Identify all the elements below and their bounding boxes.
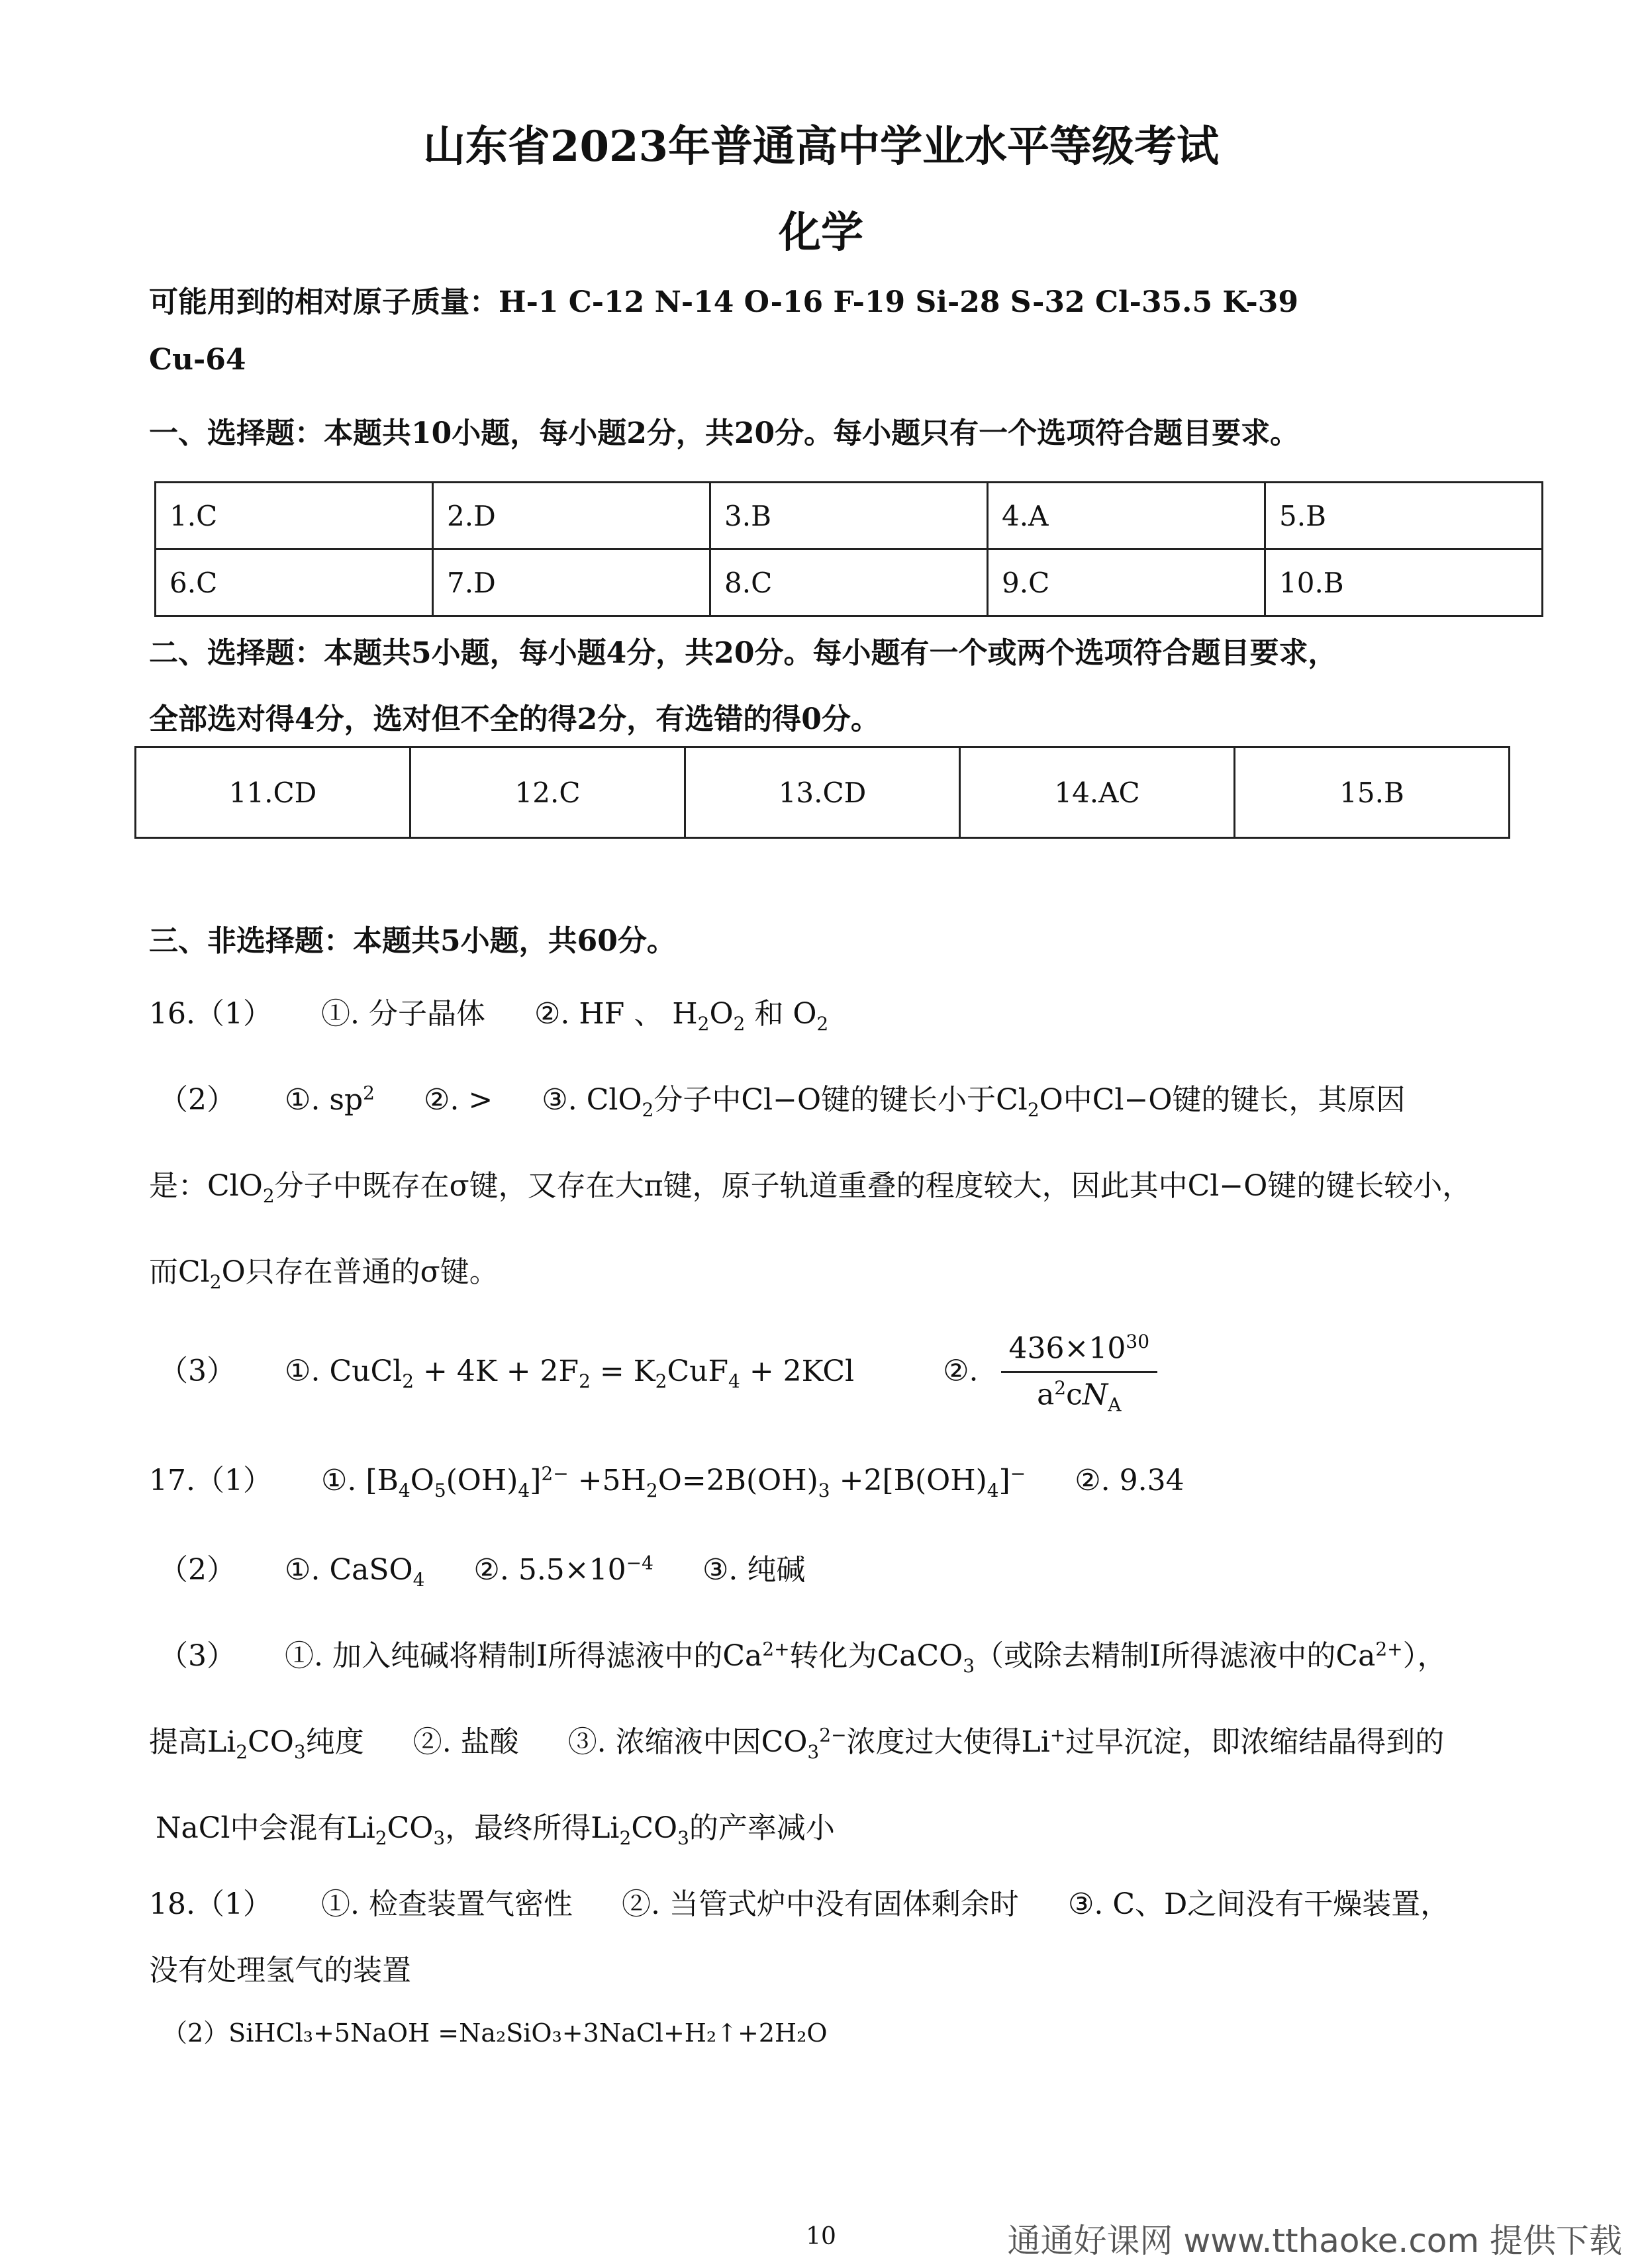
q17-part3-line2: [149, 1718, 1444, 1763]
answer-text: 分子中: [653, 1083, 742, 1117]
formula: $5.5\times 10^{-4}$: [518, 1552, 653, 1587]
q18-part1-line1: [149, 1880, 1449, 1922]
equation: CuCl$_2$ + $4K + 2F_2 = K_2CuF_4 + 2KCl$: [329, 1354, 855, 1392]
answer-text: ②.: [943, 1354, 979, 1388]
answer-cell: 5.B: [1265, 483, 1543, 549]
q16-part3: [159, 1331, 1157, 1415]
formula: $Li_2CO_3$: [207, 1725, 306, 1763]
question-label: 16.（1）: [149, 997, 272, 1031]
section2-answer-table: [134, 746, 1510, 839]
answer-text: 中: [1063, 1083, 1092, 1117]
answer-text: ），: [1402, 1639, 1447, 1673]
fraction-denominator: $a^2cN_A$: [1037, 1376, 1122, 1416]
answer-text: 浓度过大使得: [846, 1725, 1022, 1759]
answer-text: 转化为: [789, 1639, 877, 1673]
section3-heading: 三、非选择题：本题共5小题，共60分。: [149, 924, 676, 958]
answer-text: ①. 分子晶体: [320, 997, 485, 1031]
answer-text: 过早沉淀，即浓缩结晶得到的: [1065, 1725, 1445, 1759]
section2-heading-line1: 二、选择题：本题共5小题，每小题4分，共20分。每小题有一个或两个选项符合题目要求，: [149, 636, 1337, 670]
question-label: （3）: [159, 1354, 236, 1388]
table-row: [156, 549, 1543, 616]
question-label: （2）: [159, 1553, 236, 1587]
formula: ClO$_2$: [207, 1169, 275, 1207]
q18-part1-line2: 没有处理氢气的装置: [149, 1954, 411, 1987]
answer-text: 是：: [149, 1169, 207, 1203]
answer-cell: 15.B: [1235, 747, 1510, 838]
answer-text: ③. 纯碱: [702, 1553, 806, 1587]
formula: $CO_3^{2-}$: [761, 1724, 847, 1763]
answer-text: 键的键长，其原因: [1172, 1083, 1406, 1117]
answer-text: 只存在普通的σ键。: [245, 1255, 499, 1289]
formula: Cl−O: [1092, 1083, 1173, 1117]
answer-text: 键的键长小于: [821, 1083, 996, 1117]
section1-answer-table: [154, 481, 1543, 617]
answer-text: 提高: [149, 1725, 207, 1759]
subject-title: 化学: [779, 208, 863, 258]
answer-text: ③. C、D之间没有干燥装置，: [1067, 1887, 1450, 1921]
question-label: （3）: [159, 1639, 236, 1673]
answer-text: ①. 加入纯碱将精制Ⅰ所得滤液中的: [285, 1639, 723, 1673]
q17-part3-line1: [159, 1632, 1447, 1677]
answer-text: ①. 检查装置气密性: [320, 1887, 573, 1921]
answer-text: ①.: [320, 1464, 357, 1497]
answer-cell: 14.AC: [960, 747, 1235, 838]
answer-text: ③. 浓缩液中因: [567, 1725, 761, 1759]
formula: $Ca^{2+}$: [722, 1638, 790, 1673]
q16-part1: [149, 990, 828, 1035]
answer-text: ①. sp: [285, 1083, 363, 1117]
answer-text: ②. 9.34: [1075, 1464, 1184, 1497]
answer-cell: 1.C: [156, 483, 433, 549]
table-row: [136, 747, 1510, 838]
answer-cell: 4.A: [988, 483, 1265, 549]
formula: Li+: [1021, 1724, 1066, 1759]
atomic-masses-line1: 可能用到的相对原子质量：H-1 C-12 N-14 O-16 F-19 Si-28 S-32 Cl-35.5 K-39: [149, 285, 1298, 319]
question-label: 17.（1）: [149, 1464, 272, 1497]
q16-part2-line2: [149, 1162, 1471, 1207]
answer-text: 分子中既存在σ键，又存在大π键，原子轨道重叠的程度较大，因此其中: [274, 1169, 1188, 1203]
formula: CaSO$_4$: [329, 1553, 425, 1591]
q17-part2: [159, 1546, 805, 1591]
answer-text: 纯度: [305, 1725, 364, 1759]
table-row: [156, 483, 1543, 549]
answer-text: 而: [149, 1255, 178, 1289]
answer-text: ①.: [285, 1553, 320, 1587]
density-fraction: [1001, 1331, 1157, 1415]
atomic-masses-line2: Cu-64: [149, 343, 246, 377]
answer-text: （或除去精制Ⅰ所得滤液中的: [975, 1639, 1336, 1673]
formula: CaCO$_3$: [877, 1639, 975, 1677]
answer-cell: 2.D: [433, 483, 710, 549]
formula: $Cl_2O$: [178, 1255, 246, 1293]
exam-title: 山东省2023年普通高中学业水平等级考试: [422, 122, 1220, 171]
answer-cell: 8.C: [710, 549, 988, 616]
answer-text: ①.: [285, 1354, 320, 1388]
answer-cell: 13.CD: [685, 747, 960, 838]
answer-text: ③.: [542, 1083, 577, 1117]
answer-text: ②. 当管式炉中没有固体剩余时: [621, 1887, 1019, 1921]
formula: $Ca^{2+}$: [1335, 1638, 1403, 1673]
fraction-numerator: $436\times 10^{30}$: [1001, 1331, 1157, 1373]
formula: Cl−O: [741, 1083, 822, 1117]
formula: $H_2O_2$ 和 $O_2$: [672, 997, 829, 1035]
q18-part2: （2）SiHCl₃+5NaOH =Na₂SiO₃+3NaCl+H₂↑+2H₂O: [162, 2018, 828, 2048]
answer-text: ②. >: [424, 1083, 493, 1117]
formula: ClO$_2$: [586, 1083, 654, 1121]
q17-part3-line3: [156, 1804, 835, 1849]
section2-heading-line2: 全部选对得4分，选对但不全的得2分，有选错的得0分。: [149, 702, 880, 736]
answer-cell: 9.C: [988, 549, 1265, 616]
answer-text: ②. 盐酸: [412, 1725, 519, 1759]
answer-cell: 6.C: [156, 549, 433, 616]
answer-text: ，最终所得: [445, 1811, 591, 1845]
answer-text: 的产率减小: [689, 1811, 835, 1845]
formula: NaCl: [156, 1811, 230, 1845]
question-label: （2）: [159, 1083, 236, 1117]
watermark: 通通好课网 www.tthaoke.com 提供下载: [1007, 2222, 1622, 2260]
q17-part1: [149, 1456, 1184, 1501]
equation: $[B_4O_5(OH)_4]^{2-} +5H_2O=2B(OH)_3 +2[B(OH)_4]^-$: [365, 1462, 1026, 1501]
answer-cell: 3.B: [710, 483, 988, 549]
formula: $Li_2CO_3$: [591, 1811, 689, 1849]
answer-text: 中会混有: [230, 1811, 347, 1845]
answer-text: ②. HF 、: [534, 997, 663, 1031]
section1-heading: 一、选择题：本题共10小题，每小题2分，共20分。每小题只有一个选项符合题目要求。: [149, 416, 1300, 450]
formula: Cl−O: [1187, 1169, 1268, 1203]
q16-part2-line3: [149, 1248, 499, 1293]
answer-cell: 7.D: [433, 549, 710, 616]
answer-cell: 12.C: [410, 747, 685, 838]
q16-part2-line1: （2） ①. $sp^2$ ②. > ③. ClO$_2$分子中Cl−O键的键长小于$Cl_2O$中Cl−O键的键长，其原因: [159, 1082, 1406, 1121]
answer-cell: 11.CD: [136, 747, 410, 838]
answer-text: 键的键长较小，: [1267, 1169, 1472, 1203]
answer-cell: 10.B: [1265, 549, 1543, 616]
page-number: 10: [806, 2223, 836, 2250]
formula: $Cl_2O$: [996, 1083, 1063, 1121]
formula: $Li_2CO_3$: [346, 1811, 446, 1849]
question-label: 18.（1）: [149, 1887, 272, 1921]
answer-text: ②.: [473, 1553, 509, 1587]
